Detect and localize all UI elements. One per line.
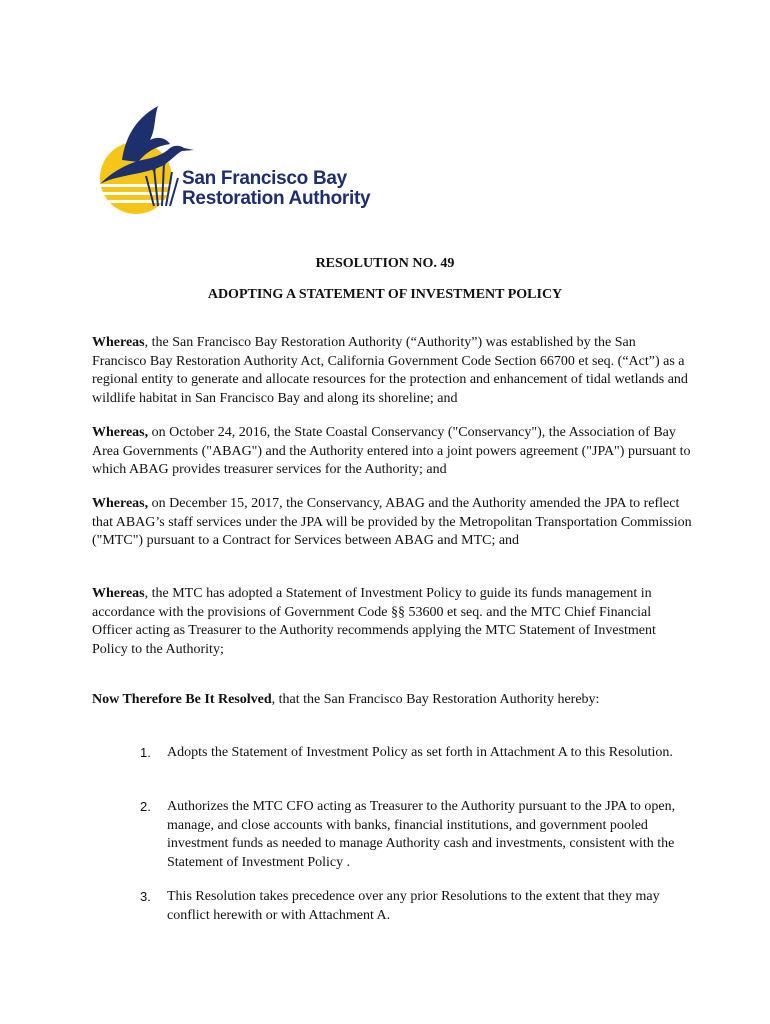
paragraph-lead: Now Therefore Be It Resolved: [92, 692, 272, 707]
list-item: [140, 888, 700, 925]
list-item: [140, 798, 700, 872]
paragraph-body: , the MTC has adopted a Statement of Investment Policy to guide its funds management in accordance with the provisions of Government Code §§ 53600 et seq. and the MTC Chief Financial Officer acting as Treasurer to the Authority recommends applying the MTC Statement of Investment Policy to the Authority;: [92, 586, 656, 657]
logo-wordmark: [182, 169, 370, 209]
list-item: [140, 744, 700, 763]
logo-line-1: San Francisco Bay: [182, 168, 347, 189]
paragraph: [92, 334, 692, 408]
resolved-clause: [92, 691, 692, 710]
logo-line-2: Restoration Authority: [182, 188, 371, 209]
paragraph-body: , the San Francisco Bay Restoration Authority (“Authority”) was established by the San Francisco Bay Restoration Authority Act, California Government Code Section 66700 et seq. (“Act”) as a regional entity to generate and allocate resources for the protection and enhancement of tidal wetlands and wildlife habitat in San Francisco Bay and along its shoreline; and: [92, 335, 688, 406]
list-number: 3.: [140, 889, 151, 904]
paragraph-lead: Whereas,: [92, 425, 149, 440]
list-text: Adopts the Statement of Investment Policy as set forth in Attachment A to this Resolution.: [167, 745, 673, 760]
paragraph-body: on October 24, 2016, the State Coastal Conservancy ("Conservancy"), the Association of Bay Area Governments ("ABAG") and the Authority entered into a joint powers agreement ("JPA") pursuant to which ABAG provides treasurer services for the Authority; and: [92, 425, 691, 477]
paragraph-body: , that the San Francisco Bay Restoration Authority hereby:: [271, 692, 600, 707]
paragraph-lead: Whereas: [92, 586, 145, 601]
resolution-title: RESOLUTION NO. 49: [315, 256, 455, 271]
list-text: Authorizes the MTC CFO acting as Treasurer to the Authority pursuant to the JPA to open, manage, and close accounts with banks, financial institutions, and government pooled investment funds as needed to manage Authority cash and investments, consistent with the Statement of Investment Policy .: [167, 799, 676, 870]
resolution-subtitle: ADOPTING A STATEMENT OF INVESTMENT POLICY: [207, 287, 563, 302]
paragraph: [92, 495, 692, 551]
list-number: 1.: [140, 745, 151, 760]
authority-logo: [92, 102, 382, 214]
list-text: This Resolution takes precedence over any prior Resolutions to the extent that they may conflict herewith or with Attachment A.: [167, 889, 660, 923]
paragraph-lead: Whereas: [92, 335, 145, 350]
paragraph: [92, 424, 692, 480]
list-number: 2.: [140, 799, 151, 814]
paragraph-body: on December 15, 2017, the Conservancy, ABAG and the Authority amended the JPA to reflect that ABAG’s staff services under the JPA will be provided by the Metropolitan Transportation Commission ("MTC") pursuant to a Contract for Services between ABAG and MTC; and: [92, 496, 692, 548]
paragraph: [92, 585, 692, 659]
paragraph-lead: Whereas,: [92, 496, 149, 511]
